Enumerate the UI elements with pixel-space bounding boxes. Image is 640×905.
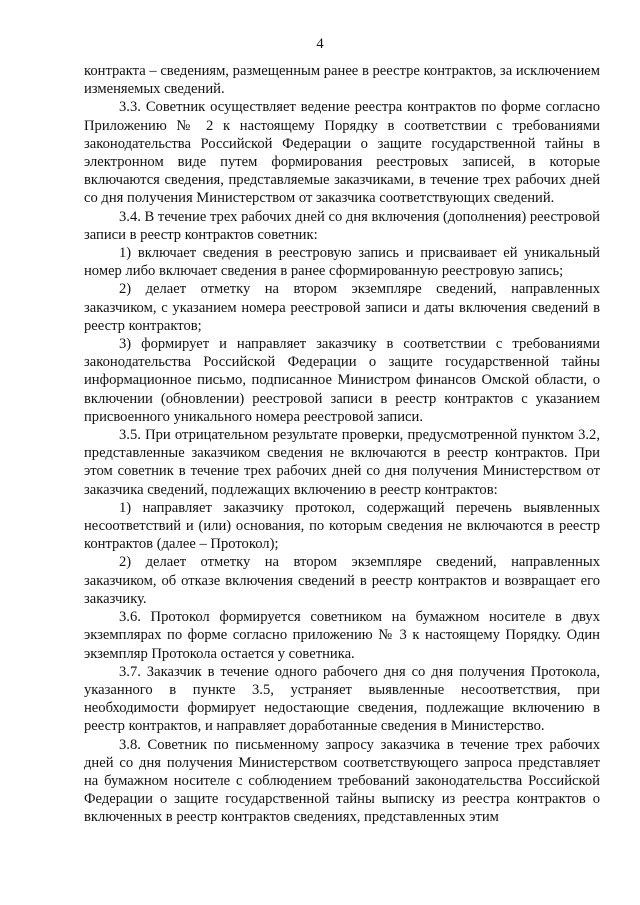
- paragraph-3-7: 3.7. Заказчик в течение одного рабочего дня со дня получения Протокола, указанного в пункте 3.5, устраняет выявленные несоответствия, при необходимости формирует недостающие сведения, подлежащие включению в реестр контрактов, и направляет доработанные сведения в Министерство.: [84, 663, 600, 735]
- page-number: 4: [316, 36, 324, 52]
- paragraph-3-6: 3.6. Протокол формируется советником на бумажном носителе в двух экземплярах по форме согласно приложению № 3 к настоящему Порядку. Один экземпляр Протокола остается у советника.: [84, 609, 600, 662]
- paragraph-3-5-item-2: 2) делает отметку на втором экземпляре сведений, направленных заказчиком, об отказе включения сведений в реестр контрактов и возвращает его заказчику.: [84, 554, 600, 607]
- document-body: [84, 62, 600, 827]
- paragraph-3-5-item-1: 1) направляет заказчику протокол, содержащий перечень выявленных несоответствий и (или) основания, по которым сведения не включаются в реестр контрактов (далее – Протокол);: [84, 499, 600, 553]
- paragraph-continuation: контракта – сведениям, размещенным ранее в реестре контрактов, за исключением изменяемых сведений.: [84, 63, 600, 98]
- paragraph-3-3: 3.3. Советник осуществляет ведение реестра контрактов по форме согласно Приложению № 2 к настоящему Порядку в соответствии с требованиями законодательства Российской Федерации о защите государственной тайны в электронном виде путем формирования реестровых записей, в которые включаются сведения, представляемые заказчиками, в течение трех рабочих дней со дня получения Министерством от заказчика соответствующих сведений.: [84, 99, 600, 207]
- paragraph-3-4-item-3: 3) формирует и направляет заказчику в соответствии с требованиями законодательства Российской Федерации о защите государственной тайны информационное письмо, подписанное Министром финансов Омской области, о включении (обновлении) реестровой записи в реестр контрактов с указанием присвоенного уникального номера реестровой записи.: [84, 336, 600, 425]
- paragraph-3-5: 3.5. При отрицательном результате проверки, предусмотренной пунктом 3.2, представленные заказчиком сведения не включаются в реестр контрактов. При этом советник в течение трех рабочих дней со дня получения Министерством от заказчика сведений, подлежащих включению в реестр контрактов:: [84, 427, 600, 498]
- paragraph-3-4-item-1: 1) включает сведения в реестровую запись и присваивает ей уникальный номер либо включает сведения в ранее сформированную реестровую запись;: [84, 245, 600, 280]
- paragraph-3-8: 3.8. Советник по письменному запросу заказчика в течение трех рабочих дней со дня получения Министерством соответствующего запроса представляет на бумажном носителе с соблюдением требований законодательства Российской Федерации о защите государственной тайны выписку из реестра контрактов о включенных в реестр контрактов сведениях, представленных этим: [84, 736, 600, 826]
- paragraph-3-4: 3.4. В течение трех рабочих дней со дня включения (дополнения) реестровой записи в реестр контрактов советник:: [84, 208, 600, 243]
- paragraph-3-4-item-2: 2) делает отметку на втором экземпляре сведений, направленных заказчиком, с указанием номера реестровой записи и даты включения сведений в реестр контрактов;: [84, 281, 600, 334]
